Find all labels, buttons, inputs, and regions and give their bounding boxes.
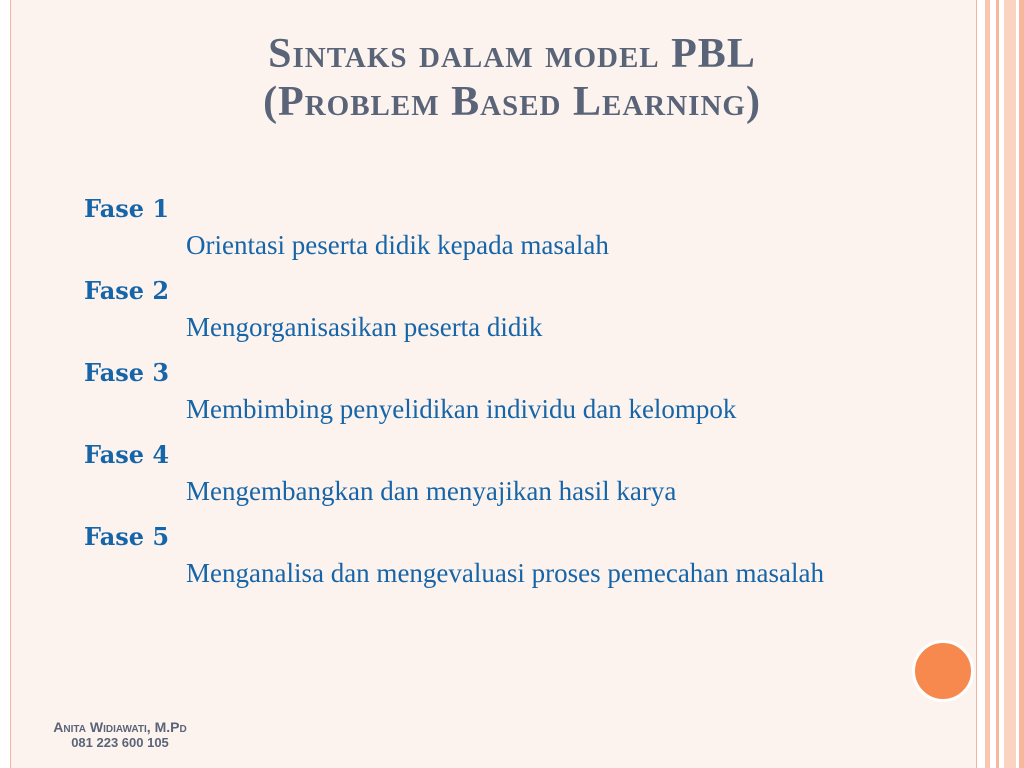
phase-description: Orientasi peserta didik kepada masalah: [186, 230, 609, 260]
phase-description: Menganalisa dan mengevaluasi proses pemecahan masalah: [186, 558, 825, 588]
footer-phone: 081 223 600 105: [71, 735, 169, 750]
slide-title: [0, 30, 1024, 126]
phase-label: Fase 2: [84, 276, 170, 305]
phase-item: [84, 192, 944, 262]
phase-item: [84, 438, 944, 508]
phase-item: [84, 520, 944, 590]
slide-title-line-1: Sintaks dalam model PBL: [268, 31, 756, 77]
slide-title-line-2: (Problem Based Learning): [263, 79, 761, 125]
phase-list: [84, 192, 944, 602]
slide-footer: [40, 719, 200, 751]
footer-author: Anita Widiawati, M.Pd: [53, 719, 187, 735]
phase-label: Fase 3: [84, 358, 170, 387]
phase-description: Membimbing penyelidikan individu dan kelompok: [186, 394, 737, 424]
phase-label: Fase 4: [84, 440, 170, 469]
phase-item: [84, 274, 944, 344]
phase-description: Mengembangkan dan menyajikan hasil karya: [186, 476, 677, 506]
decorative-circle-icon: [912, 640, 974, 702]
phase-description: Mengorganisasikan peserta didik: [186, 312, 543, 342]
phase-label: Fase 1: [84, 194, 170, 223]
phase-item: [84, 356, 944, 426]
phase-label: Fase 5: [84, 522, 170, 551]
